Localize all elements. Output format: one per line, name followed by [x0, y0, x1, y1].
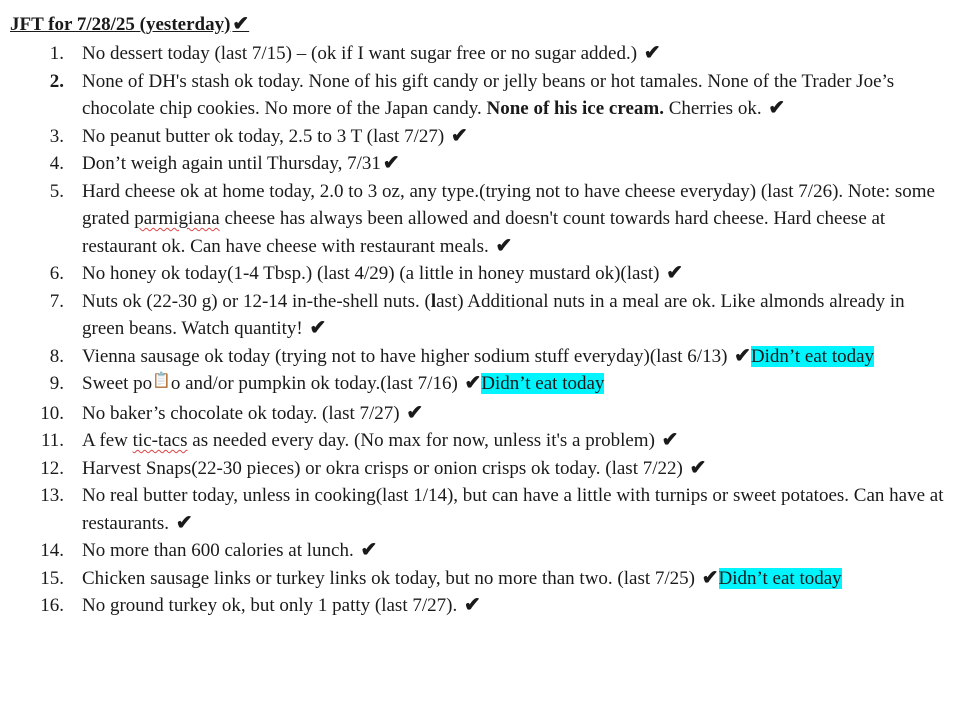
item-text: as needed every day. (No max for now, unless it's a problem): [187, 430, 655, 451]
item-text: Chicken sausage links or turkey links ok today, but no more than two. (last 7/25): [82, 567, 696, 589]
item-number: 9.: [49, 373, 64, 394]
list-item: [0, 343, 960, 371]
list-item: [0, 427, 960, 455]
rules-list: [0, 40, 960, 620]
item-number: 1.: [49, 43, 64, 64]
item-text: None of DH's stash ok today. None of his gift candy or jelly beans or hot tamales. None of the Trader Joe’s chocolate chip cookies. No more of the Japan candy.: [82, 70, 895, 119]
item-text: Don’t weigh again until Thursday, 7/31: [82, 153, 381, 174]
item-text: No honey ok today(1-4 Tbsp.) (last 4/29) (a little in honey mustard ok)(last): [82, 263, 660, 284]
title-text: JFT for 7/28/25 (yesterday): [10, 14, 231, 35]
item-text: No real butter today, unless in cooking(last 1/14), but can have a little with turnips or sweet potatoes. Can have at restaurants.: [82, 485, 944, 534]
item-text: Nuts ok (22-30 g) or 12-14 in-the-shell nuts. (: [82, 290, 431, 312]
item-number: 15.: [40, 567, 64, 589]
checkmark-icon: ✔: [768, 97, 786, 119]
list-item: [0, 288, 960, 343]
item-number: 2.: [49, 70, 64, 92]
item-text: No ground turkey ok, but only 1 patty (last 7/27).: [82, 595, 458, 616]
item-text: Harvest Snaps(22-30 pieces) or okra crisps or onion crisps ok today. (last 7/22): [82, 457, 683, 479]
item-number: 11.: [40, 430, 64, 451]
highlight-note: Didn’t eat today: [718, 567, 842, 589]
item-number: 6.: [49, 263, 64, 284]
checkmark-icon: ✔: [463, 594, 481, 616]
list-item: [0, 537, 960, 565]
page-title: [10, 12, 249, 37]
list-item: [0, 68, 960, 123]
misspelled-word: parmigiana: [134, 208, 220, 229]
checkmark-icon: ✔: [643, 42, 661, 64]
item-number: 16.: [40, 595, 64, 616]
list-item: [0, 150, 960, 178]
item-text: Sweet po: [82, 373, 153, 394]
checkmark-icon: ✔: [175, 511, 193, 534]
list-item: [0, 40, 960, 68]
checkmark-icon: ✔: [464, 372, 482, 394]
item-number: 12.: [40, 457, 64, 479]
list-item: [0, 455, 960, 483]
item-number: 10.: [40, 402, 64, 424]
list-item: [0, 260, 960, 288]
item-number: 13.: [40, 485, 64, 506]
checkmark-icon: ✔: [661, 429, 679, 451]
item-text-bold: None of his ice cream.: [486, 98, 664, 119]
item-text: No peanut butter ok today, 2.5 to 3 T (last 7/27): [82, 125, 445, 147]
item-text: No more than 600 calories at lunch.: [82, 540, 354, 561]
item-text: ast) Additional nuts in a meal are ok. Like almonds already in green beans. Watch quantity!: [82, 290, 905, 339]
list-item: [0, 400, 960, 428]
checkmark-icon: ✔: [666, 262, 683, 284]
highlight-note: Didn’t eat today: [750, 345, 875, 367]
item-text: No baker’s chocolate ok today. (last 7/27): [82, 402, 400, 424]
checkmark-icon: ✔: [701, 566, 719, 589]
item-text: No dessert today (last 7/15) – (ok if I want sugar free or no sugar added.): [82, 43, 638, 64]
paste-options-icon[interactable]: 📋: [152, 373, 171, 389]
list-item: [0, 178, 960, 261]
checkmark-icon: ✔: [232, 13, 250, 35]
item-text: Vienna sausage ok today (trying not to have higher sodium stuff everyday)(last 6/13): [82, 345, 728, 367]
checkmark-icon: ✔: [689, 456, 707, 479]
item-text-bold: l: [430, 290, 437, 312]
item-number: 5.: [49, 180, 64, 202]
checkmark-icon: ✔: [406, 401, 424, 424]
item-text: cheese has always been allowed and doesn't count towards hard cheese. Hard cheese at restaurant ok. Can have cheese with restaurant meals.: [82, 208, 886, 257]
item-text: o and/or pumpkin ok today.(last 7/16): [170, 373, 458, 394]
checkmark-icon: ✔: [309, 317, 327, 339]
item-text: Cherries ok.: [663, 98, 762, 119]
list-item: [0, 123, 960, 151]
highlight-note: Didn’t eat today: [481, 373, 605, 394]
checkmark-icon: ✔: [450, 124, 468, 147]
item-text: Hard cheese ok at home today, 2.0 to 3 oz, any type.(trying not to have cheese everyday) (last 7/26). Note: some grated: [82, 180, 935, 229]
item-number: 7.: [49, 290, 64, 312]
item-number: 3.: [49, 125, 64, 147]
checkmark-icon: ✔: [382, 152, 400, 174]
list-item: [0, 482, 960, 537]
item-number: 8.: [49, 345, 64, 367]
checkmark-icon: ✔: [495, 234, 513, 257]
item-number: 14.: [40, 540, 64, 561]
list-item: [0, 565, 960, 593]
list-item: [0, 592, 960, 620]
misspelled-word: tic-tacs: [132, 430, 188, 451]
checkmark-icon: ✔: [360, 539, 378, 561]
checkmark-icon: ✔: [734, 344, 751, 367]
item-text: A few: [82, 430, 133, 451]
item-number: 4.: [49, 153, 64, 174]
list-item: [0, 370, 960, 400]
